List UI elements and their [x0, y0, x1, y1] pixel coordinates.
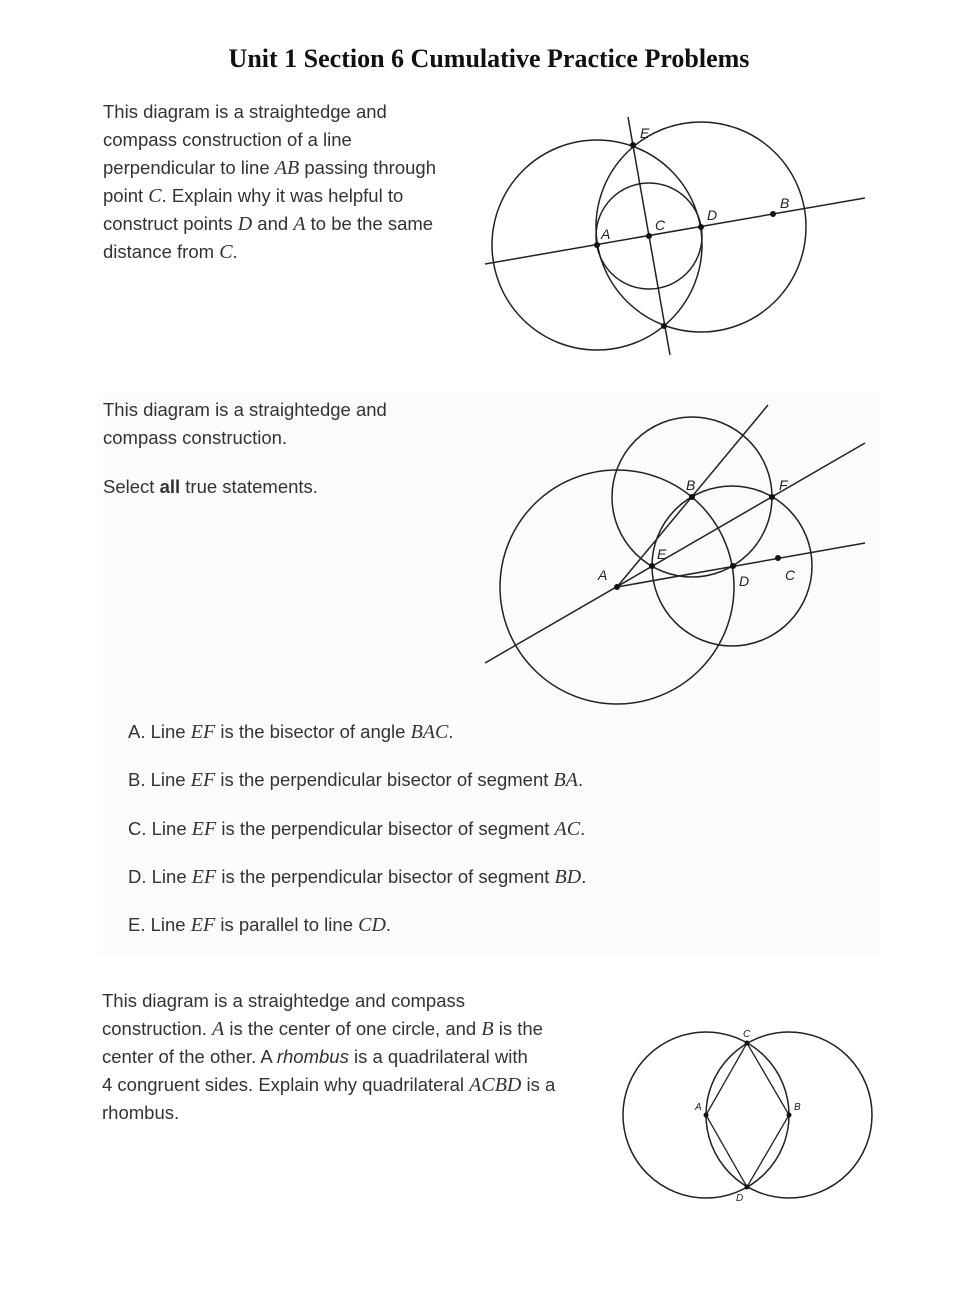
point-a — [594, 242, 600, 248]
label-d: D — [739, 573, 750, 589]
text-segment: is a quadrilateral with — [348, 1046, 528, 1067]
text-segment: 4 congruent sides. Explain why quadrilateral — [102, 1074, 470, 1095]
text-segment: . — [577, 769, 584, 790]
text-segment: center of the other. A — [102, 1046, 277, 1067]
point-b — [787, 1113, 792, 1118]
point-c — [775, 555, 781, 561]
text-segment: This diagram is a straightedge and — [103, 399, 387, 420]
text-segment: all — [159, 476, 181, 497]
point-d — [698, 224, 704, 230]
math-variable: B — [481, 1018, 494, 1040]
text-segment: perpendicular to line — [103, 157, 275, 178]
label-e: E — [657, 546, 667, 562]
text-segment: true statements. — [180, 476, 318, 497]
label-a: A — [601, 226, 611, 242]
label-c: C — [743, 1029, 751, 1040]
text-segment: construction. — [102, 1018, 213, 1039]
text-segment: is parallel to line — [215, 914, 359, 935]
point-bottom — [661, 323, 667, 329]
point-b — [770, 211, 776, 217]
label-b: B — [780, 195, 790, 211]
label-d: D — [736, 1193, 744, 1204]
text-segment: rhombus. — [102, 1102, 180, 1123]
label-f: F — [779, 477, 788, 493]
text-segment: is the perpendicular bisector of segment — [216, 866, 555, 887]
math-variable: EF — [191, 866, 217, 888]
math-variable: A — [293, 213, 306, 235]
math-variable: AC — [554, 818, 581, 840]
page-title: Unit 1 Section 6 Cumulative Practice Problems — [228, 44, 750, 73]
point-d — [730, 563, 736, 569]
text-segment: E. Line — [128, 914, 191, 935]
text-segment: construct points — [103, 213, 238, 234]
text-segment: C. Line — [128, 818, 192, 839]
point-e — [649, 563, 655, 569]
text-segment: This diagram is a straightedge and — [103, 101, 387, 122]
text-segment: compass construction. — [103, 427, 288, 448]
text-segment: is the bisector of angle — [215, 721, 411, 742]
math-variable: AB — [274, 157, 300, 179]
text-segment: . — [581, 866, 587, 887]
math-variable: EF — [191, 818, 217, 840]
diagram-perpendicular-construction — [485, 117, 865, 355]
math-variable: CD — [358, 914, 386, 936]
point-c — [646, 233, 652, 239]
math-variable: A — [212, 1018, 225, 1040]
math-variable: EF — [190, 769, 216, 791]
label-c: C — [785, 567, 796, 583]
math-variable: BD — [554, 866, 582, 888]
point-f — [769, 494, 775, 500]
text-segment: . — [232, 241, 238, 262]
text-segment: point — [103, 185, 149, 206]
text-segment: and — [252, 213, 294, 234]
text-segment: is the center of one circle, and — [224, 1018, 482, 1039]
text-segment: is the — [493, 1018, 543, 1039]
diagram-rhombus — [623, 1029, 872, 1204]
point-a — [704, 1113, 709, 1118]
text-segment: compass construction of a line — [103, 129, 352, 150]
math-variable: C — [219, 241, 233, 263]
label-a: A — [598, 567, 608, 583]
text-segment: This diagram is a straightedge and compass — [102, 990, 465, 1011]
text-segment: rhombus — [276, 1046, 349, 1067]
text-segment: . — [580, 818, 586, 839]
line-ab — [485, 198, 865, 264]
text-segment: to be the same — [305, 213, 434, 234]
text-segment: . — [385, 914, 392, 935]
text-segment: . — [448, 721, 454, 742]
point-c — [745, 1041, 750, 1046]
text-segment: . Explain why it was helpful to — [161, 185, 404, 206]
math-variable: C — [148, 185, 162, 207]
point-a — [614, 584, 620, 590]
label-c: C — [655, 217, 666, 233]
text-segment: A. Line — [128, 721, 191, 742]
point-b — [689, 494, 695, 500]
text-segment: is the perpendicular bisector of segment — [216, 818, 555, 839]
text-segment: distance from — [103, 241, 220, 262]
math-variable: EF — [190, 914, 216, 936]
label-a: A — [695, 1102, 702, 1113]
point-d — [745, 1185, 750, 1190]
label-e: E — [640, 125, 650, 141]
diagram-angle-bisector — [485, 405, 865, 704]
math-variable: ACBD — [469, 1074, 522, 1096]
math-variable: D — [237, 213, 253, 235]
math-variable: BAC — [410, 721, 449, 743]
label-b: B — [794, 1102, 801, 1113]
text-segment: D. Line — [128, 866, 192, 887]
math-variable: BA — [553, 769, 578, 791]
text-segment: passing through — [299, 157, 436, 178]
rhombus-acbd — [706, 1043, 789, 1187]
text-segment: B. Line — [128, 769, 191, 790]
text-segment: is a — [521, 1074, 556, 1095]
text-segment: is the perpendicular bisector of segment — [215, 769, 554, 790]
point-e — [630, 142, 636, 148]
label-d: D — [707, 207, 718, 223]
label-b: B — [686, 477, 696, 493]
math-variable: EF — [190, 721, 216, 743]
text-segment: Select — [103, 476, 160, 497]
